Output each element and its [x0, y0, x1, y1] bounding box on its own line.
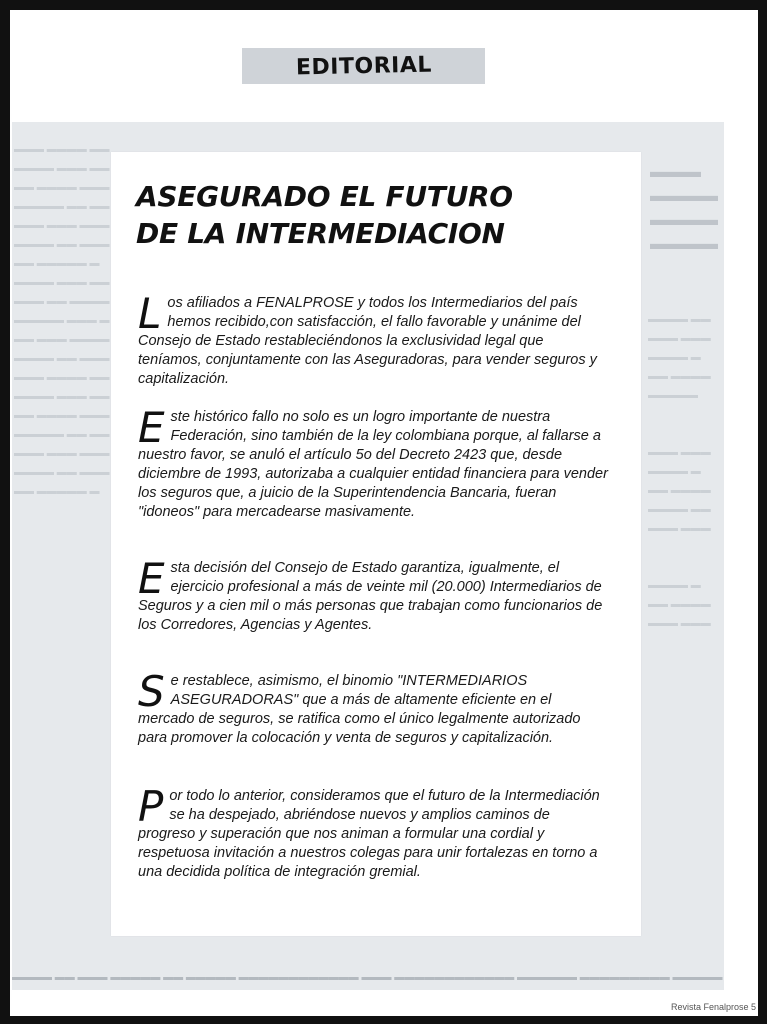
- drop-cap: E: [138, 403, 165, 452]
- paragraph: [138, 289, 608, 389]
- paragraph-text: os afiliados a FENALPROSE y todos los Intermediarios del país hemos recibido,con satisfacción, el fallo favorable y unánime del Consejo de Estado restableciéndonos la exclusividad legal que teníamos, conjuntamente con las Aseguradoras, para vender seguros y capitalización.: [138, 295, 597, 387]
- paragraph-text: ste histórico fallo no solo es un logro importante de nuestra Federación, sino también de la ley colombiana porque, al fallarse a nuestro favor, se anuló el artículo 5o del Decreto 2423 que, desde diciembre de 1993, autorizaba a cualquier entidad financiera para vender los seguros que, a juicio de la Superintendencia Bancaria, fueran "idoneos" para mercadearse masivamente.: [138, 409, 608, 520]
- paragraph: [138, 667, 608, 748]
- paragraph-text: sta decisión del Consejo de Estado garantiza, igualmente, el ejercicio profesional a más de veinte mil (20.000) Intermediarios de Seguros y a cien mil o más personas que trabajan como funcionarios de los Corredores, Agencias y Agentes.: [138, 560, 603, 633]
- paragraph: [138, 403, 608, 522]
- paragraph-text: e restablece, asimismo, el binomio "INTERMEDIARIOS ASEGURADORAS" que a más de altamente eficiente en el mercado de seguros, se ratifica como el único legalmente autorizado para promover la colocación y venta de seguros y capitalización.: [138, 673, 581, 746]
- bleed-through-text-right: ▬▬▬▬ ▬▬ ▬▬▬ ▬▬▬ ▬▬▬▬ ▬ ▬▬ ▬▬▬▬ ▬▬▬▬▬ ▬▬▬ ▬▬▬ ▬▬▬▬ ▬ ▬▬ ▬▬▬▬ ▬▬▬▬ ▬▬ ▬▬▬ ▬▬▬ ▬▬▬▬ ▬ ▬▬ ▬▬▬▬ ▬▬▬ ▬▬▬: [648, 314, 711, 629]
- drop-cap: P: [138, 782, 164, 831]
- drop-cap: E: [138, 554, 165, 603]
- article-title: [136, 178, 626, 252]
- editorial-card: [111, 152, 641, 936]
- section-header: [242, 48, 485, 84]
- bleed-through-heading: ▬▬▬ ▬▬▬▬ ▬▬▬▬ ▬▬▬▬: [650, 162, 718, 253]
- drop-cap: L: [138, 289, 162, 338]
- paragraph: [138, 782, 608, 882]
- paragraph-text: or todo lo anterior, consideramos que el futuro de la Intermediación se ha despejado, abriéndose nuevos y amplios caminos de progreso y superación que nos animan a formular una cordial y respetuosa invitación a nuestros colegas para unir fortalezas en torno a una decidida política de integración gremial.: [138, 788, 600, 880]
- title-line: DE LA INTERMEDIACION: [136, 217, 505, 250]
- bleed-through-footer-line: ▬▬▬▬ ▬▬ ▬▬▬ ▬▬▬▬▬ ▬▬ ▬▬▬▬▬ ▬▬▬▬▬▬▬▬▬▬▬▬ ▬▬▬ ▬▬▬▬▬▬▬▬▬▬▬▬ ▬▬▬▬▬▬ ▬▬▬▬▬▬▬▬▬ ▬▬▬▬▬: [12, 972, 723, 983]
- section-header-label: EDITORIAL: [295, 52, 432, 80]
- drop-cap: S: [138, 667, 165, 716]
- page-footer: Revista Fenalprose 5: [670, 1002, 756, 1012]
- title-line: ASEGURADO EL FUTURO: [136, 180, 513, 213]
- bleed-through-text-left: ▬▬▬ ▬▬▬▬ ▬▬ ▬▬▬▬ ▬▬▬ ▬▬ ▬▬ ▬▬▬▬ ▬▬▬ ▬▬▬▬▬ ▬▬ ▬▬ ▬▬▬ ▬▬▬ ▬▬▬ ▬▬▬▬ ▬▬ ▬▬▬ ▬▬ ▬▬▬▬▬ ▬ ▬▬▬▬ ▬▬▬ ▬▬ ▬▬▬ ▬▬ ▬▬▬▬ ▬▬▬▬▬ ▬▬▬ ▬ ▬▬ ▬▬▬ ▬▬▬▬ ▬▬▬▬ ▬▬ ▬▬▬ ▬▬▬ ▬▬▬▬ ▬▬ ▬▬▬▬ ▬▬▬ ▬▬ ▬▬ ▬▬▬▬ ▬▬▬ ▬▬▬▬▬ ▬▬ ▬▬ ▬▬▬ ▬▬▬ ▬▬▬ ▬▬▬▬ ▬▬ ▬▬▬ ▬▬ ▬▬▬▬▬ ▬: [14, 144, 110, 497]
- paragraph: [138, 554, 608, 635]
